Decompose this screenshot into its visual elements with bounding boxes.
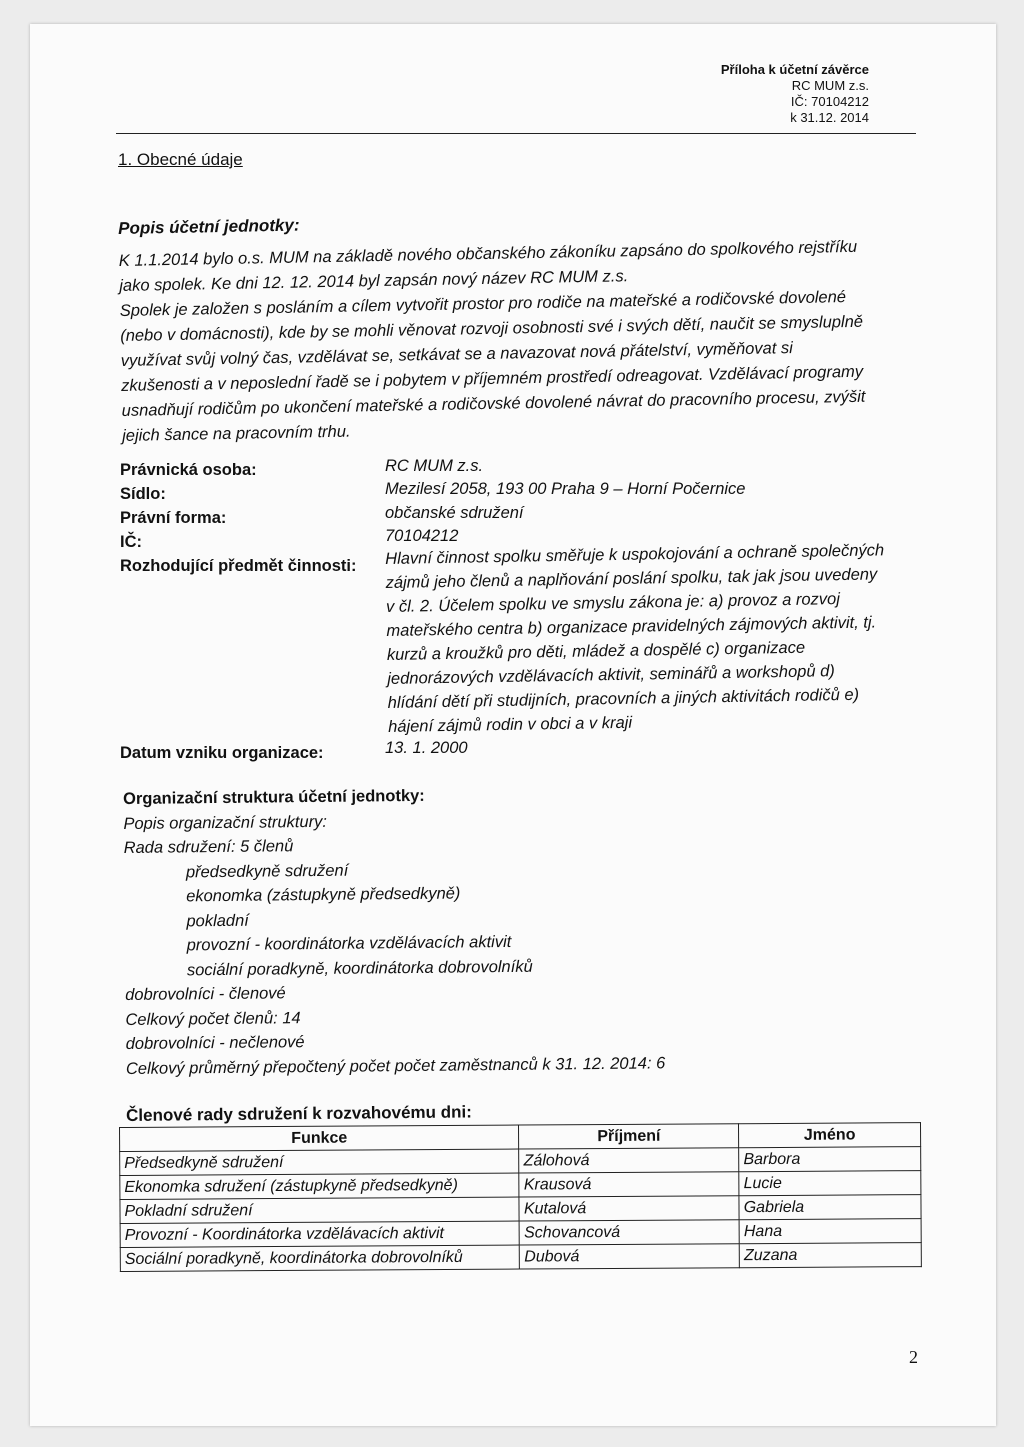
org-structure-line: dobrovolníci - nečlenové bbox=[125, 1033, 305, 1053]
table-cell: Dubová bbox=[520, 1244, 740, 1269]
org-structure-line: provozní - koordinátorka vzdělávacích aktivit bbox=[186, 932, 512, 955]
description-label: Popis účetní jednotky: bbox=[118, 215, 300, 238]
table-cell: Předsedkyně sdružení bbox=[120, 1149, 520, 1175]
description-line: (nebo v domácnosti), kde by se mohli věnovat rozvoji osobnosti své i svých dětí, naučit se smysluplně bbox=[120, 312, 864, 345]
legal-form-label: Právní forma: bbox=[120, 509, 227, 527]
table-cell: Zálohová bbox=[519, 1148, 739, 1173]
description-text bbox=[119, 234, 923, 449]
description-block bbox=[118, 204, 922, 449]
table-cell: Schovancová bbox=[520, 1220, 740, 1245]
org-structure-line: ekonomka (zástupkyně předsedkyně) bbox=[186, 884, 461, 906]
activity-line: v čl. 2. Účelem spolku ve smyslu zákona je: a) provoz a rozvoj bbox=[385, 590, 841, 616]
table-cell: Lucie bbox=[739, 1171, 921, 1196]
org-structure-heading: Organizační struktura účetní jednotky: bbox=[123, 786, 425, 808]
header-title: Příloha k účetní závěrce bbox=[720, 62, 869, 77]
description-line: K 1.1.2014 bylo o.s. MUM na základě nového občanského zákoníku zapsáno do spolkového rejstříku bbox=[118, 237, 858, 270]
header-ic: IČ: 70104212 bbox=[790, 94, 869, 109]
seat-value: Mezilesí 2058, 193 00 Praha 9 – Horní Počernice bbox=[385, 480, 746, 498]
org-structure-line: Celkový počet členů: 14 bbox=[125, 1008, 301, 1029]
table-cell: Barbora bbox=[739, 1147, 921, 1172]
header-org: RC MUM z.s. bbox=[791, 78, 869, 93]
org-structure-block bbox=[123, 779, 886, 1081]
description-line: jejich šance na pracovním trhu. bbox=[121, 422, 351, 445]
header-date: k 31.12. 2014 bbox=[790, 110, 869, 125]
org-structure-line: Rada sdružení: 5 členů bbox=[123, 837, 294, 857]
table-cell: Sociální poradkyně, koordinátorka dobrovolníků bbox=[120, 1245, 520, 1271]
document-page bbox=[30, 24, 996, 1426]
description-line: usnadňují rodičům po ukončení mateřské a rodičovské dovolené návrat do pracovního procesu, zvýšit bbox=[121, 387, 866, 420]
description-line: Spolek je založen s posláním a cílem vytvořit prostor pro rodiče na mateřské a rodičovské dovolené bbox=[119, 288, 847, 320]
table-cell: Gabriela bbox=[739, 1195, 921, 1220]
members-heading: Členové rady sdružení k rozvahovému dni: bbox=[126, 1102, 472, 1125]
table-row bbox=[120, 1243, 921, 1272]
ic-label: IČ: bbox=[120, 533, 142, 551]
founding-date-value: 13. 1. 2000 bbox=[385, 739, 468, 757]
table-cell: Provozní - Koordinátorka vzdělávacích aktivit bbox=[120, 1221, 520, 1247]
activity-line: jednorázových vzdělávacích aktivit, seminářů a workshopů d) bbox=[387, 662, 835, 688]
table-cell: Pokladní sdružení bbox=[120, 1197, 520, 1223]
description-line: využívat svůj volný čas, vzdělávat se, setkávat se a navazovat nová přátelství, vyměňovat si bbox=[120, 339, 794, 370]
members-table-body bbox=[120, 1147, 922, 1272]
founding-date-label: Datum vzniku organizace: bbox=[120, 744, 324, 762]
org-structure-line: Popis organizační struktury: bbox=[123, 812, 328, 833]
seat-label: Sídlo: bbox=[120, 485, 166, 503]
document-header bbox=[721, 62, 869, 126]
activity-value bbox=[385, 538, 923, 739]
column-header: Funkce bbox=[120, 1125, 520, 1151]
legal-entity-label: Právnická osoba: bbox=[120, 461, 257, 479]
page-number: 2 bbox=[909, 1347, 918, 1367]
description-line: zkušenosti a v neposlední řadě se i pobytem v příjemném prostředí odreagovat. Vzdělávací programy bbox=[121, 362, 864, 395]
table-cell: Kutalová bbox=[519, 1196, 739, 1221]
table-cell: Zuzana bbox=[739, 1243, 921, 1268]
org-structure-line: sociální poradkyně, koordinátorka dobrovolníků bbox=[186, 957, 533, 979]
org-structure-line: pokladní bbox=[186, 911, 249, 930]
members-table bbox=[119, 1122, 922, 1272]
section-heading: 1. Obecné údaje bbox=[118, 150, 243, 169]
legal-form-value: občanské sdružení bbox=[385, 504, 524, 522]
activity-label: Rozhodující předmět činnosti: bbox=[120, 557, 357, 575]
column-header: Jméno bbox=[739, 1123, 921, 1148]
activity-line: kurzů a kroužků pro děti, mládež a dospělé c) organizace bbox=[386, 638, 806, 664]
org-structure-lines bbox=[123, 804, 886, 1081]
table-cell: Ekonomka sdružení (zástupkyně předsedkyně) bbox=[120, 1173, 520, 1199]
header-rule bbox=[116, 133, 916, 134]
activity-line: Hlavní činnost spolku směřuje k uspokojování a ochraně společných bbox=[385, 541, 885, 568]
ic-value: 70104212 bbox=[385, 527, 459, 545]
activity-line: hlídání dětí při studijních, pracovních a jiných aktivitách rodičů e) bbox=[387, 685, 860, 712]
table-cell: Krausová bbox=[519, 1172, 739, 1197]
activity-line: mateřského centra b) organizace pravidelných zájmových aktivit, tj. bbox=[386, 613, 877, 640]
org-structure-line: dobrovolníci - členové bbox=[125, 984, 286, 1004]
column-header: Příjmení bbox=[519, 1124, 739, 1149]
activity-line: hájení zájmů rodin v obci a v kraji bbox=[387, 713, 633, 736]
legal-entity-value: RC MUM z.s. bbox=[385, 457, 484, 475]
activity-line: zájmů jeho členů a naplňování poslání spolku, tak jak jsou uvedeny bbox=[385, 565, 878, 592]
org-structure-line: Celkový průměrný přepočtený počet počet zaměstnanců k 31. 12. 2014: 6 bbox=[125, 1053, 666, 1078]
org-structure-line: předsedkyně sdružení bbox=[185, 861, 349, 881]
table-cell: Hana bbox=[739, 1219, 921, 1244]
description-line: jako spolek. Ke dni 12. 12. 2014 byl zapsán nový název RC MUM z.s. bbox=[119, 267, 629, 295]
